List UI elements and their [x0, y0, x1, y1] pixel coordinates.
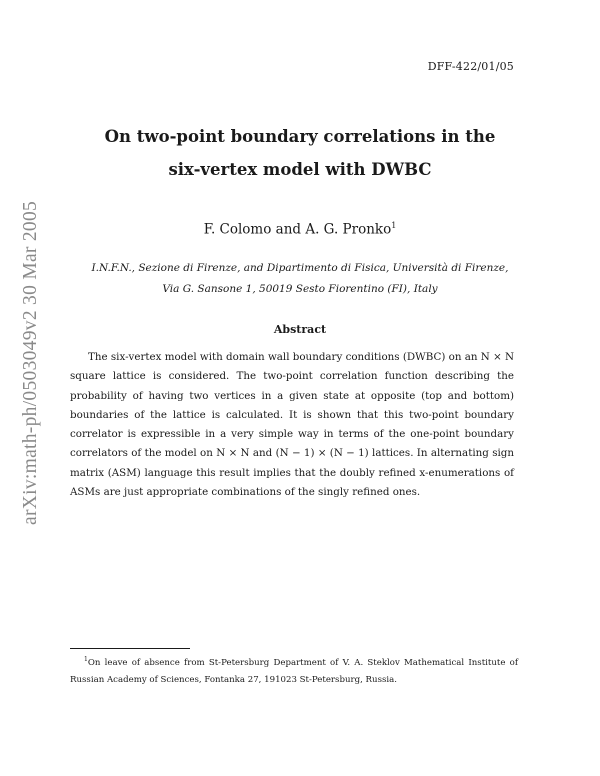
footnote — [70, 651, 518, 689]
title-line-2: six-vertex model with DWBC — [168, 160, 432, 179]
footnote-mark: 1 — [84, 656, 88, 663]
title-line-1: On two-point boundary correlations in the — [104, 127, 496, 146]
authors — [0, 221, 600, 238]
affiliation-line-1: I.N.F.N., Sezione di Firenze, and Dipartimento di Fisica, Università di Firenze, — [91, 262, 509, 274]
affiliation-line-2: Via G. Sansone 1, 50019 Sesto Fiorentino (FI), Italy — [162, 283, 438, 295]
abstract-heading: Abstract — [273, 323, 327, 336]
author-names: F. Colomo and A. G. Pronko — [203, 221, 392, 238]
affiliation — [0, 258, 600, 300]
footnote-rule — [70, 648, 190, 649]
arxiv-identifier-stamp: arXiv:math-ph/0503049v2 30 Mar 2005 — [20, 200, 41, 525]
footnote-text: On leave of absence from St-Petersburg Department of V. A. Steklov Mathematical Institute of Russian Academy of Sciences, Fontanka 27, 191023 St-Petersburg, Russia. — [70, 657, 518, 685]
report-number: DFF-422/01/05 — [427, 60, 514, 73]
author-footnote-mark: 1 — [391, 221, 397, 230]
abstract-text: The six-vertex model with domain wall boundary conditions (DWBC) on an N × N square lattice is considered. The two-point correlation function describing the probability of having two vertices in a given state at opposite (top and bottom) boundaries of the lattice is calculated. It is shown that this two-point boundary correlator is expressible in a very simple way in terms of the one-point boundary correlators of the model on N × N and (N − 1) × (N − 1) lattices. In alternating sign matrix (ASM) language this result implies that the doubly refined x-enumerations of ASMs are just appropriate combinations of the singly refined ones. — [70, 351, 514, 499]
paper-title — [0, 120, 600, 186]
